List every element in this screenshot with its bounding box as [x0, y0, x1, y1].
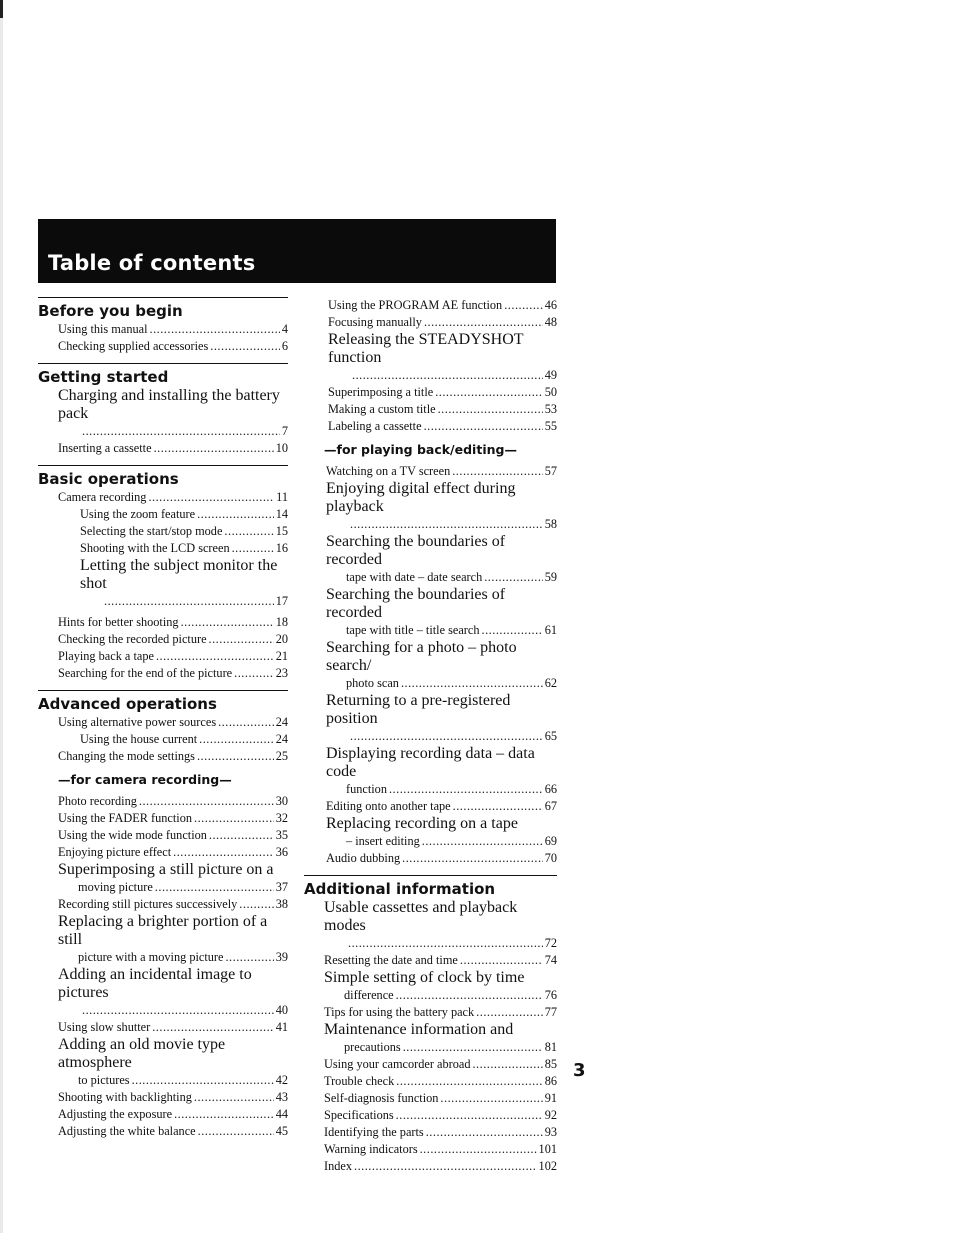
dot-leader	[155, 879, 274, 896]
toc-entry-title: Returning to a pre-registered position	[326, 692, 511, 727]
subsection-heading-camera: —for camera recording—	[58, 772, 232, 787]
toc-entry-title: Camera recording	[58, 490, 147, 504]
toc-entry-page: 50	[544, 385, 557, 399]
toc-entry-page: 41	[275, 1020, 288, 1034]
toc-list	[38, 714, 288, 765]
toc-entry-page: 45	[275, 1124, 288, 1138]
toc-entry-page: 21	[275, 649, 288, 663]
toc-entry	[58, 896, 288, 913]
dot-leader	[234, 665, 274, 682]
toc-entry	[58, 714, 288, 731]
dot-leader	[389, 781, 543, 798]
toc-entry-title: Letting the subject monitor the shot	[80, 557, 278, 592]
dot-leader	[139, 793, 274, 810]
toc-entry-page: 61	[544, 623, 557, 637]
toc-entry	[58, 1036, 288, 1089]
toc-entry-page: 40	[275, 1003, 288, 1017]
toc-entry-title: Hints for better shooting	[58, 615, 179, 629]
toc-entry-title: Searching for a photo – photo search/	[326, 639, 517, 674]
toc-entry-page: 62	[544, 676, 557, 690]
toc-list	[304, 297, 557, 435]
toc-entry-page: 85	[544, 1057, 557, 1071]
toc-entry-title: Photo recording	[58, 794, 137, 808]
toc-entry-page: 35	[275, 828, 288, 842]
dot-leader	[350, 516, 543, 533]
toc-entry	[324, 1004, 557, 1021]
toc-entry-page: 81	[544, 1040, 557, 1054]
toc-entry-title: Recording still pictures successively	[58, 897, 238, 911]
toc-entry	[58, 489, 288, 506]
toc-entry	[58, 387, 288, 440]
toc-entry	[326, 798, 557, 815]
toc-entry-page: 18	[275, 615, 288, 629]
dot-leader	[225, 949, 273, 966]
section-heading-additional: Additional information	[304, 875, 557, 899]
toc-entry-page: 48	[544, 315, 557, 329]
toc-entry	[324, 1021, 557, 1056]
dot-leader	[396, 1073, 542, 1090]
toc-entry-title: Replacing recording on a tape	[326, 815, 518, 832]
toc-entry-title: Using alternative power sources	[58, 715, 217, 729]
dot-leader	[476, 1004, 543, 1021]
toc-entry-page: 77	[544, 1005, 557, 1019]
dot-leader	[396, 987, 543, 1004]
section-heading-basic: Basic operations	[38, 465, 288, 489]
toc-entry-title: Enjoying picture effect	[58, 845, 172, 859]
dot-leader	[152, 1019, 273, 1036]
dot-leader	[154, 440, 274, 457]
dot-leader	[199, 731, 274, 748]
dot-leader	[452, 463, 542, 480]
toc-entry-page: 4	[281, 322, 288, 336]
toc-entry-page: 72	[544, 936, 557, 950]
dot-leader	[422, 833, 543, 850]
toc-entry-title: Searching for the end of the picture	[58, 666, 233, 680]
dot-leader	[209, 631, 274, 648]
toc-entry-page: 86	[544, 1074, 557, 1088]
toc-entry-title-continued: precautions	[344, 1040, 401, 1054]
toc-entry	[326, 745, 557, 798]
toc-entry	[328, 331, 557, 384]
toc-entry-title: Superimposing a still picture on a	[58, 861, 274, 878]
toc-entry-title: Shooting with backlighting	[58, 1090, 192, 1104]
toc-entry-page: 74	[544, 953, 557, 967]
toc-entry	[326, 586, 557, 639]
toc-entry-page: 11	[276, 490, 288, 504]
toc-entry-page: 42	[275, 1073, 288, 1087]
toc-entry-page: 53	[544, 402, 557, 416]
scan-mark	[0, 0, 3, 18]
toc-entry-title: Shooting with the LCD screen	[80, 541, 230, 555]
toc-entry-title: Tips for using the battery pack	[324, 1005, 475, 1019]
toc-entry-page: 55	[544, 419, 557, 433]
toc-entry	[58, 827, 288, 844]
toc-left-column	[38, 297, 288, 1140]
toc-entry-title: Adjusting the exposure	[58, 1107, 173, 1121]
dot-leader	[197, 748, 274, 765]
toc-entry-page: 49	[544, 368, 557, 382]
toc-entry-title: Using your camcorder abroad	[324, 1057, 471, 1071]
toc-entry-title-continued: difference	[344, 988, 394, 1002]
toc-list	[304, 463, 557, 867]
toc-entry	[328, 314, 557, 331]
toc-entry-title: Editing onto another tape	[326, 799, 451, 813]
toc-entry	[326, 850, 557, 867]
toc-entry-page: 57	[544, 464, 557, 478]
toc-entry	[58, 913, 288, 966]
toc-entry-title: Usable cassettes and playback modes	[324, 899, 518, 934]
toc-entry-title: Self-diagnosis function	[324, 1091, 439, 1105]
toc-entry	[328, 297, 557, 314]
section-heading-before: Before you begin	[38, 297, 288, 321]
toc-entry-title-continued: to pictures	[78, 1073, 130, 1087]
page-number: 3	[573, 1060, 586, 1081]
section-heading-advanced: Advanced operations	[38, 690, 288, 714]
toc-entry-page: 43	[275, 1090, 288, 1104]
dot-leader	[435, 384, 543, 401]
toc-entry	[324, 1158, 557, 1175]
dot-leader	[403, 1039, 543, 1056]
toc-entry-title: Using the FADER function	[58, 811, 193, 825]
dot-leader	[426, 1124, 543, 1141]
toc-entry-page: 70	[544, 851, 557, 865]
toc-entry-title: Labeling a cassette	[328, 419, 422, 433]
toc-entry-title-continued: – insert editing	[346, 834, 420, 848]
toc-entry-page: 59	[544, 570, 557, 584]
toc-entry	[324, 969, 557, 1004]
toc-right-column	[304, 297, 557, 1175]
toc-entry	[324, 899, 557, 952]
dot-leader	[402, 850, 543, 867]
toc-entry	[58, 338, 288, 355]
toc-entry	[324, 1107, 557, 1124]
dot-leader	[209, 827, 274, 844]
dot-leader	[210, 338, 280, 355]
toc-entry	[328, 401, 557, 418]
toc-entry	[58, 966, 288, 1019]
dot-leader	[239, 896, 273, 913]
toc-entry-title: Checking the recorded picture	[58, 632, 207, 646]
toc-entry-title: Searching the boundaries of recorded	[326, 533, 506, 568]
toc-list	[38, 793, 288, 1140]
toc-entry-page: 14	[275, 507, 288, 521]
dot-leader	[232, 540, 274, 557]
toc-entry	[326, 815, 557, 850]
dot-leader	[482, 622, 543, 639]
toc-entry	[80, 540, 288, 557]
toc-entry-page: 58	[544, 517, 557, 531]
toc-entry-title-continued: function	[346, 782, 387, 796]
dot-leader	[197, 506, 274, 523]
dot-leader	[156, 648, 274, 665]
toc-entry-page: 102	[538, 1159, 557, 1173]
dot-leader	[354, 1158, 537, 1175]
toc-entry-title: Playing back a tape	[58, 649, 154, 663]
toc-entry	[328, 384, 557, 401]
toc-entry	[58, 861, 288, 896]
dot-leader	[424, 418, 543, 435]
toc-entry-page: 93	[544, 1125, 557, 1139]
toc-entry-page: 20	[275, 632, 288, 646]
toc-entry-title: Index	[324, 1159, 352, 1173]
toc-entry-page: 17	[275, 594, 288, 608]
toc-entry-title: Using the wide mode function	[58, 828, 207, 842]
toc-entry-title: Adding an incidental image to pictures	[58, 966, 252, 1001]
toc-entry	[58, 1123, 288, 1140]
toc-entry-page: 15	[275, 524, 288, 538]
toc-entry-title: Simple setting of clock by time	[324, 969, 525, 986]
toc-entry	[326, 639, 557, 692]
toc-list	[38, 387, 288, 457]
toc-entry-title: Resetting the date and time	[324, 953, 458, 967]
toc-entry-title: Superimposing a title	[328, 385, 434, 399]
dot-leader	[420, 1141, 537, 1158]
dot-leader	[401, 675, 543, 692]
toc-entry-page: 16	[275, 541, 288, 555]
dot-leader	[194, 810, 274, 827]
toc-entry-title: Audio dubbing	[326, 851, 401, 865]
toc-entry	[58, 844, 288, 861]
dot-leader	[350, 728, 543, 745]
toc-entry-page: 6	[281, 339, 288, 353]
toc-entry-page: 46	[544, 298, 557, 312]
toc-entry-title: Adjusting the white balance	[58, 1124, 196, 1138]
toc-entry	[58, 810, 288, 827]
toc-entry-title-continued: moving picture	[78, 880, 153, 894]
toc-entry-page: 24	[275, 715, 288, 729]
dot-leader	[460, 952, 543, 969]
toc-entry	[80, 523, 288, 540]
toc-entry	[80, 731, 288, 748]
toc-entry-title: Releasing the STEADYSHOT function	[328, 331, 524, 366]
toc-entry	[326, 480, 557, 533]
toc-entry	[58, 321, 288, 338]
toc-entry-page: 30	[275, 794, 288, 808]
toc-entry-page: 36	[275, 845, 288, 859]
toc-entry-title: Watching on a TV screen	[326, 464, 451, 478]
toc-entry-page: 24	[275, 732, 288, 746]
toc-entry-page: 39	[275, 950, 288, 964]
dot-leader	[150, 321, 280, 338]
toc-list	[304, 899, 557, 1175]
toc-entry	[58, 748, 288, 765]
toc-entry	[326, 533, 557, 586]
toc-entry-title: Checking supplied accessories	[58, 339, 209, 353]
dot-leader	[440, 1090, 542, 1107]
dot-leader	[224, 523, 273, 540]
page-title: Table of contents	[48, 251, 256, 275]
toc-entry-title: Displaying recording data – data code	[326, 745, 535, 780]
toc-entry	[324, 1090, 557, 1107]
toc-entry-title: Using slow shutter	[58, 1020, 151, 1034]
toc-entry	[58, 793, 288, 810]
toc-entry-title-continued: photo scan	[346, 676, 399, 690]
toc-entry-title: Searching the boundaries of recorded	[326, 586, 506, 621]
toc-entry-page: 91	[544, 1091, 557, 1105]
toc-entry-page: 76	[544, 988, 557, 1002]
toc-entry-title-continued: picture with a moving picture	[78, 950, 224, 964]
dot-leader	[472, 1056, 542, 1073]
dot-leader	[104, 593, 274, 610]
dot-leader	[438, 401, 543, 418]
toc-entry	[328, 418, 557, 435]
dot-leader	[218, 714, 274, 731]
toc-entry-title: Enjoying digital effect during playback	[326, 480, 516, 515]
toc-entry-title: Charging and installing the battery pack	[58, 387, 280, 422]
toc-entry-title: Warning indicators	[324, 1142, 418, 1156]
toc-entry	[58, 1019, 288, 1036]
dot-leader	[194, 1089, 274, 1106]
dot-leader	[181, 614, 274, 631]
toc-entry-title: Using the PROGRAM AE function	[328, 298, 503, 312]
title-banner	[38, 219, 556, 283]
toc-entry-title: Inserting a cassette	[58, 441, 152, 455]
toc-entry-title: Adding an old movie type atmosphere	[58, 1036, 226, 1071]
dot-leader	[132, 1072, 274, 1089]
dot-leader	[174, 1106, 274, 1123]
toc-entry	[58, 1089, 288, 1106]
toc-entry-title: Maintenance information and	[324, 1021, 514, 1038]
toc-list	[38, 489, 288, 682]
toc-entry-title: Using this manual	[58, 322, 148, 336]
toc-entry-page: 25	[275, 749, 288, 763]
toc-entry	[58, 614, 288, 631]
toc-entry-page: 37	[275, 880, 288, 894]
dot-leader	[198, 1123, 274, 1140]
toc-entry-page: 7	[281, 424, 288, 438]
toc-entry-page: 101	[538, 1142, 557, 1156]
toc-entry-page: 23	[275, 666, 288, 680]
toc-entry	[324, 1073, 557, 1090]
toc-entry	[58, 440, 288, 457]
toc-entry-title: Identifying the parts	[324, 1125, 424, 1139]
toc-entry-page: 67	[544, 799, 557, 813]
dot-leader	[82, 423, 280, 440]
toc-entry-title: Using the house current	[80, 732, 198, 746]
toc-entry-page: 65	[544, 729, 557, 743]
toc-entry-page: 66	[544, 782, 557, 796]
toc-entry	[324, 1124, 557, 1141]
toc-entry	[58, 631, 288, 648]
toc-entry	[324, 1056, 557, 1073]
toc-entry-title: Selecting the start/stop mode	[80, 524, 223, 538]
toc-entry-title-continued: tape with date – date search	[346, 570, 483, 584]
dot-leader	[348, 935, 543, 952]
toc-entry-page: 32	[275, 811, 288, 825]
toc-entry	[58, 1106, 288, 1123]
toc-entry	[80, 557, 288, 610]
dot-leader	[484, 569, 542, 586]
toc-entry-page: 92	[544, 1108, 557, 1122]
toc-entry	[324, 1141, 557, 1158]
dot-leader	[453, 798, 543, 815]
scan-edge	[0, 0, 3, 1233]
dot-leader	[173, 844, 274, 861]
subsection-heading-playback: —for playing back/editing—	[324, 442, 517, 457]
dot-leader	[424, 314, 543, 331]
toc-entry-title: Focusing manually	[328, 315, 422, 329]
toc-entry	[58, 648, 288, 665]
dot-leader	[352, 367, 543, 384]
section-heading-getting-started: Getting started	[38, 363, 288, 387]
toc-entry-title-continued: tape with title – title search	[346, 623, 480, 637]
toc-entry-title: Replacing a brighter portion of a still	[58, 913, 268, 948]
toc-entry-page: 44	[275, 1107, 288, 1121]
toc-entry	[58, 665, 288, 682]
toc-entry	[326, 692, 557, 745]
dot-leader	[82, 1002, 274, 1019]
toc-entry-page: 38	[275, 897, 288, 911]
toc-entry-title: Making a custom title	[328, 402, 436, 416]
toc-entry	[326, 463, 557, 480]
toc-entry	[80, 506, 288, 523]
toc-entry-title: Trouble check	[324, 1074, 395, 1088]
dot-leader	[148, 489, 274, 506]
toc-entry-title: Using the zoom feature	[80, 507, 196, 521]
toc-entry-page: 69	[544, 834, 557, 848]
toc-entry-title: Specifications	[324, 1108, 394, 1122]
dot-leader	[504, 297, 542, 314]
dot-leader	[396, 1107, 543, 1124]
toc-list	[38, 321, 288, 355]
toc-entry-page: 10	[275, 441, 288, 455]
toc-entry	[324, 952, 557, 969]
toc-entry-title: Changing the mode settings	[58, 749, 195, 763]
